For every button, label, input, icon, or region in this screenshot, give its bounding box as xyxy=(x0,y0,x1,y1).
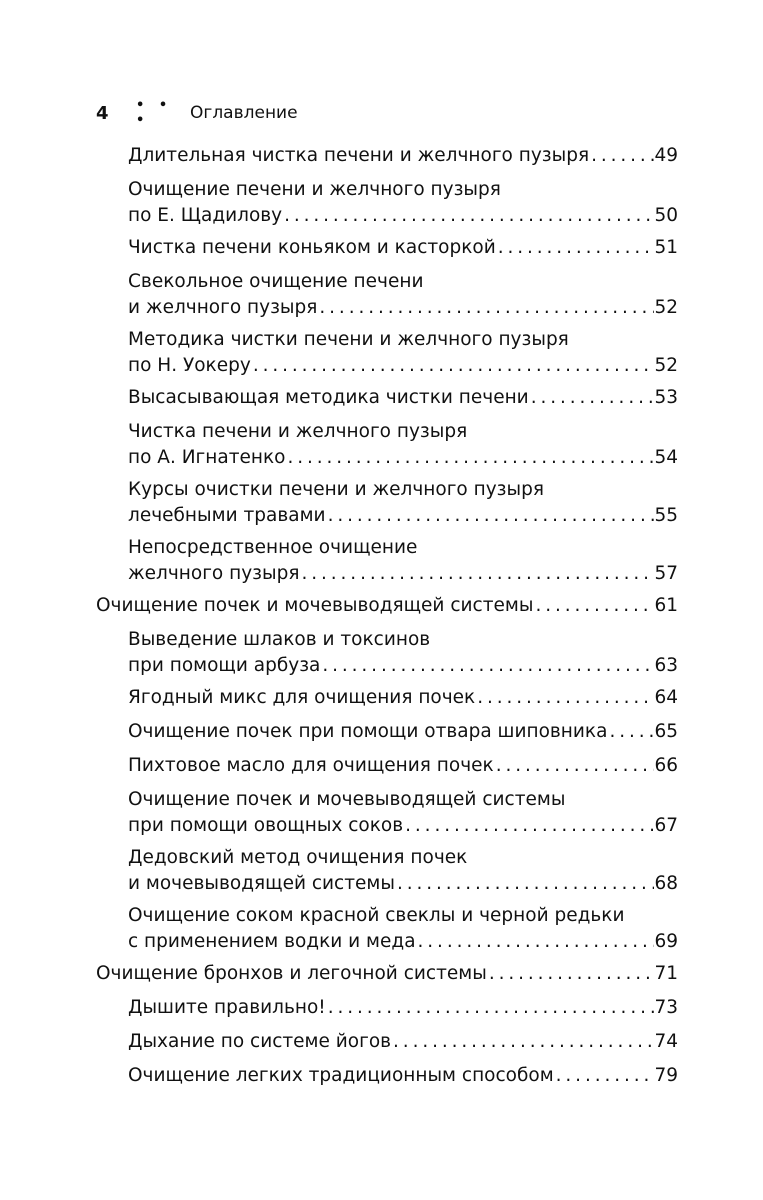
toc-entry-line xyxy=(128,685,678,711)
toc-entry-line xyxy=(128,295,678,321)
toc-subentry xyxy=(96,787,678,839)
toc-page-number: 67 xyxy=(654,815,678,836)
toc-page-number: 57 xyxy=(654,563,678,584)
page-number: 4 xyxy=(96,102,109,124)
toc-page-number: 53 xyxy=(654,387,678,408)
toc-entry-line xyxy=(128,929,678,955)
toc-entry-line xyxy=(128,561,678,587)
dot-leader xyxy=(282,203,654,229)
toc-page-number: 63 xyxy=(654,655,678,676)
toc-subentry xyxy=(96,235,678,261)
dot-leader xyxy=(317,295,654,321)
toc-entry-title: Очищение почек и мочевыводящей системы xyxy=(96,595,534,616)
toc-entry-line xyxy=(128,813,678,839)
toc-entry-line xyxy=(128,445,678,471)
dot-leader xyxy=(391,1029,654,1055)
toc-subentry xyxy=(96,385,678,411)
toc-entry-title: Высасывающая методика чистки печени xyxy=(128,387,529,408)
dot-leader xyxy=(554,1063,654,1089)
dot-leader xyxy=(285,445,654,471)
toc-entry-line xyxy=(128,653,678,679)
toc-entry-title-line: Выведение шлаков и токсинов xyxy=(128,629,431,650)
dot-leader xyxy=(326,995,654,1021)
toc-page-number: 50 xyxy=(654,205,678,226)
dot-leader xyxy=(326,503,654,529)
toc-entry-line xyxy=(128,1029,678,1055)
toc-entry-title-line: Непосредственное очищение xyxy=(128,537,418,558)
toc-page-number: 61 xyxy=(654,595,678,616)
toc-entry-title-line: Очищение соком красной свеклы и черной редьки xyxy=(128,905,625,926)
toc-entry-title: при помощи арбуза xyxy=(128,655,321,676)
toc-entry-title: Очищение легких традиционным способом xyxy=(128,1065,554,1086)
dot-leader xyxy=(395,871,654,897)
header-marker: • • • xyxy=(136,98,173,128)
toc-entry-title: лечебными травами xyxy=(128,505,326,526)
toc-entry-title: Дышите правильно! xyxy=(128,997,326,1018)
toc-subentry xyxy=(96,1063,678,1089)
toc-entry-line xyxy=(128,385,678,411)
toc-page-number: 52 xyxy=(654,355,678,376)
dot-leader xyxy=(494,753,654,779)
toc-entry-line xyxy=(128,353,678,379)
running-header xyxy=(96,100,298,126)
toc-page-number: 54 xyxy=(654,447,678,468)
toc-page-number: 69 xyxy=(654,931,678,952)
toc-page-number: 74 xyxy=(654,1031,678,1052)
toc-page-number: 68 xyxy=(654,873,678,894)
toc-subentry xyxy=(96,903,678,955)
toc-page-number: 66 xyxy=(654,755,678,776)
toc-page-number: 65 xyxy=(654,721,678,742)
toc-entry-line xyxy=(128,995,678,1021)
toc-page-number: 55 xyxy=(654,505,678,526)
toc-subentry xyxy=(96,627,678,679)
dot-leader xyxy=(487,961,654,987)
toc-page-number: 49 xyxy=(654,145,678,166)
toc-entry-line xyxy=(128,235,678,261)
toc-subentry xyxy=(96,719,678,745)
toc-entry-line xyxy=(128,503,678,529)
dot-leader xyxy=(496,235,654,261)
toc-page-number: 51 xyxy=(654,237,678,258)
toc-entry-title: Очищение бронхов и легочной системы xyxy=(96,963,487,984)
toc-subentry xyxy=(96,477,678,529)
toc-entry-title: Очищение почек при помощи отвара шиповника xyxy=(128,721,608,742)
toc-entry-line xyxy=(128,203,678,229)
dot-leader xyxy=(529,385,654,411)
toc-section xyxy=(96,961,678,987)
dot-leader xyxy=(251,353,654,379)
dot-leader xyxy=(300,561,655,587)
dot-leader xyxy=(403,813,654,839)
toc-entry-line xyxy=(128,753,678,779)
dot-leader xyxy=(475,685,654,711)
toc-subentry xyxy=(96,269,678,321)
dot-leader xyxy=(589,143,654,169)
toc-entry-title: с применением водки и меда xyxy=(128,931,416,952)
toc-subentry xyxy=(96,1029,678,1055)
toc-entry-title-line: Очищение печени и желчного пузыря xyxy=(128,179,501,200)
toc-entry-title: Пихтовое масло для очищения почек xyxy=(128,755,494,776)
toc-section xyxy=(96,593,678,619)
toc-entry-title: и желчного пузыря xyxy=(128,297,318,318)
toc-entry-line xyxy=(128,1063,678,1089)
table-of-contents xyxy=(96,143,678,1097)
toc-entry-title: Ягодный микс для очищения почек xyxy=(128,687,476,708)
toc-entry-title: по Н. Уокеру xyxy=(128,355,251,376)
toc-entry-line xyxy=(128,143,678,169)
toc-entry-title-line: Дедовский метод очищения почек xyxy=(128,847,468,868)
toc-subentry xyxy=(96,177,678,229)
toc-entry-title-line: Свекольное очищение печени xyxy=(128,271,424,292)
toc-entry-line xyxy=(128,871,678,897)
toc-entry-title: желчного пузыря xyxy=(128,563,300,584)
toc-subentry xyxy=(96,845,678,897)
toc-entry-title: по А. Игнатенко xyxy=(128,447,286,468)
toc-entry-title: и мочевыводящей системы xyxy=(128,873,395,894)
toc-entry-title: Дыхание по системе йогов xyxy=(128,1031,392,1052)
dot-leader xyxy=(320,653,654,679)
toc-entry-title-line: Методика чистки печени и желчного пузыря xyxy=(128,329,569,350)
toc-entry-title-line: Курсы очистки печени и желчного пузыря xyxy=(128,479,544,500)
dot-leader xyxy=(607,719,654,745)
toc-entry-line xyxy=(128,719,678,745)
toc-page-number: 73 xyxy=(654,997,678,1018)
toc-entry-title: Длительная чистка печени и желчного пузыря xyxy=(128,145,590,166)
toc-entry-title-line: Очищение почек и мочевыводящей системы xyxy=(128,789,566,810)
dot-leader xyxy=(533,593,654,619)
toc-subentry xyxy=(96,419,678,471)
toc-subentry xyxy=(96,685,678,711)
toc-subentry xyxy=(96,995,678,1021)
toc-subentry xyxy=(96,143,678,169)
toc-page-number: 71 xyxy=(654,963,678,984)
toc-subentry xyxy=(96,753,678,779)
toc-entry-line xyxy=(96,961,678,987)
toc-page-number: 52 xyxy=(654,297,678,318)
dot-leader xyxy=(416,929,654,955)
toc-entry-title-line: Чистка печени и желчного пузыря xyxy=(128,421,468,442)
header-title: Оглавление xyxy=(190,103,298,123)
toc-page-number: 79 xyxy=(654,1065,678,1086)
toc-entry-title: Чистка печени коньяком и касторкой xyxy=(128,237,496,258)
toc-subentry xyxy=(96,327,678,379)
toc-page-number: 64 xyxy=(654,687,678,708)
toc-entry-title: по Е. Щадилову xyxy=(128,205,283,226)
toc-entry-line xyxy=(96,593,678,619)
toc-subentry xyxy=(96,535,678,587)
toc-entry-title: при помощи овощных соков xyxy=(128,815,404,836)
